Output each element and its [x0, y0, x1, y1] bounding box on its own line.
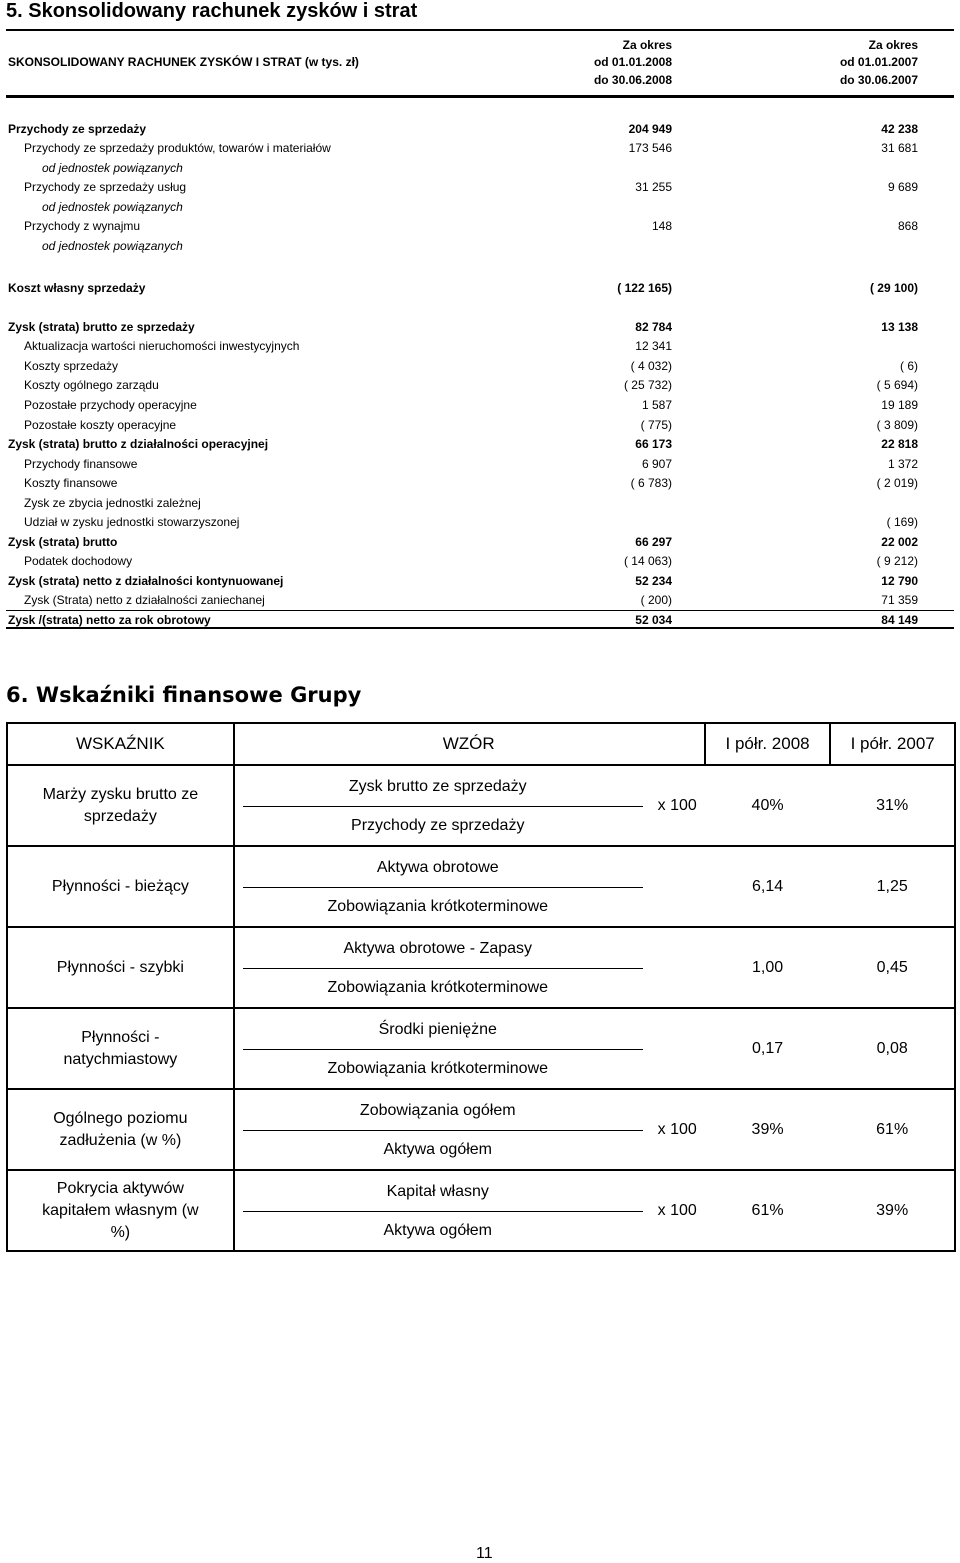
row-label: od jednostek powiązanych: [42, 239, 183, 253]
col1-header-2: od 01.01.2008: [593, 55, 672, 69]
ratio-name: Płynności - szybki: [7, 927, 234, 1008]
statement-row: [0, 359, 960, 377]
col2-header-3: do 30.06.2007: [839, 73, 918, 87]
section-title: 5. Skonsolidowany rachunek zysków i strat: [6, 0, 418, 22]
col1-header-1: Za okres: [622, 38, 672, 52]
statement-row: [0, 593, 960, 611]
row-label: Koszty finansowe: [24, 476, 118, 490]
statement-row: [0, 339, 960, 357]
row-value-2008: 148: [651, 219, 672, 233]
col1-header-3: do 30.06.2008: [593, 73, 672, 87]
header-2008: I półr. 2008: [705, 723, 831, 765]
ratio-value-2008: 61%: [705, 1170, 831, 1251]
ratio-value-2008: 1,00: [705, 927, 831, 1008]
statement-row: [0, 437, 960, 455]
ratio-row: [7, 1170, 955, 1251]
formula-numerator: Aktywa obrotowe: [376, 859, 499, 876]
row-label: Pozostałe koszty operacyjne: [24, 418, 177, 432]
row-value-2008: 6 907: [641, 457, 672, 471]
formula-multiplier: x 100: [657, 1201, 697, 1219]
ratio-value-2007: 0,08: [830, 1008, 955, 1089]
statement-row: [0, 320, 960, 338]
row-value-2007: 84 149: [881, 613, 918, 627]
ratio-row: [7, 846, 955, 927]
row-value-2008: ( 122 165): [617, 281, 672, 295]
statement-row: [0, 476, 960, 494]
row-value-2007: ( 169): [886, 515, 918, 529]
row-value-2007: ( 5 694): [876, 378, 918, 392]
fraction-line: [243, 1211, 643, 1212]
row-value-2008: 66 173: [635, 437, 672, 451]
statement-row: [0, 496, 960, 514]
formula-numerator: Zysk brutto ze sprzedaży: [348, 778, 527, 795]
row-value-2007: 22 818: [881, 437, 918, 451]
statement-row: [0, 554, 960, 572]
row-value-2007: 22 002: [881, 535, 918, 549]
row-label: od jednostek powiązanych: [42, 200, 183, 214]
fraction-line: [243, 806, 643, 807]
formula-numerator: Zobowiązania ogółem: [359, 1102, 516, 1119]
ratio-name: Płynności - bieżący: [7, 846, 234, 927]
formula-numerator: Środki pieniężne: [378, 1021, 497, 1038]
row-value-2007: 12 790: [881, 574, 918, 588]
row-value-2008: 1 587: [641, 398, 672, 412]
row-value-2007: 9 689: [887, 180, 918, 194]
row-label: Zysk (strata) brutto: [8, 535, 118, 549]
formula-denominator: Zobowiązania krótkoterminowe: [327, 1060, 549, 1077]
row-label: Zysk (strata) brutto z działalności operacyjnej: [8, 437, 269, 451]
row-value-2008: 31 255: [635, 180, 672, 194]
row-value-2007: ( 29 100): [869, 281, 918, 295]
ratio-row: [7, 927, 955, 1008]
row-value-2007: 13 138: [881, 320, 918, 334]
row-value-2007: 31 681: [881, 141, 918, 155]
ratio-formula: [234, 765, 705, 846]
row-value-2007: 19 189: [881, 398, 918, 412]
ratios-table: [6, 722, 956, 1252]
row-value-2007: ( 2 019): [876, 476, 918, 490]
statement-row: [0, 161, 960, 179]
ratio-value-2008: 0,17: [705, 1008, 831, 1089]
total-rule-top: [6, 610, 954, 611]
row-value-2007: 71 359: [881, 593, 918, 607]
row-label: Przychody ze sprzedaży: [8, 122, 147, 136]
section2-title: 6. Wskaźniki finansowe Grupy: [6, 683, 362, 707]
ratio-formula: [234, 1008, 705, 1089]
row-value-2008: 12 341: [635, 339, 672, 353]
ratio-formula: [234, 1170, 705, 1251]
statement-row: [0, 418, 960, 436]
fraction-line: [243, 1130, 643, 1131]
row-label: Koszt własny sprzedaży: [8, 281, 146, 295]
header-wzor: WZÓR: [234, 723, 705, 765]
ratio-value-2007: 0,45: [830, 927, 955, 1008]
ratio-row: [7, 1008, 955, 1089]
row-value-2007: ( 9 212): [876, 554, 918, 568]
statement-row: [0, 281, 960, 299]
statement-title: SKONSOLIDOWANY RACHUNEK ZYSKÓW I STRAT (w tys. zł): [8, 55, 359, 69]
ratio-formula: [234, 927, 705, 1008]
statement-row: [0, 200, 960, 218]
ratio-name: Marży zysku brutto ze sprzedaży: [7, 765, 234, 846]
row-label: Przychody ze sprzedaży produktów, towarów i materiałów: [24, 141, 331, 155]
fraction-line: [243, 968, 643, 969]
ratio-name: Ogólnego poziomu zadłużenia (w %): [7, 1089, 234, 1170]
header-wskaznik: WSKAŹNIK: [7, 723, 234, 765]
row-label: Zysk (Strata) netto z działalności zaniechanej: [24, 593, 265, 607]
statement-row: [0, 122, 960, 140]
total-rule-bottom: [6, 627, 954, 629]
row-label: Zysk /(strata) netto za rok obrotowy: [8, 613, 211, 627]
formula-numerator: Aktywa obrotowe - Zapasy: [343, 940, 533, 957]
row-value-2008: ( 775): [640, 418, 672, 432]
header-rule: [6, 95, 954, 98]
row-label: Przychody z wynajmu: [24, 219, 141, 233]
statement-row: [0, 515, 960, 533]
row-value-2008: ( 25 732): [623, 378, 672, 392]
statement-row: [0, 457, 960, 475]
row-value-2008: ( 6 783): [630, 476, 672, 490]
row-value-2008: ( 14 063): [623, 554, 672, 568]
row-label: Zysk (strata) brutto ze sprzedaży: [8, 320, 195, 334]
row-value-2008: 52 034: [635, 613, 672, 627]
ratio-value-2007: 31%: [830, 765, 955, 846]
fraction-line: [243, 1049, 643, 1050]
ratio-row: [7, 765, 955, 846]
statement-row: [0, 398, 960, 416]
formula-denominator: Aktywa ogółem: [383, 1141, 492, 1158]
row-label: Koszty sprzedaży: [24, 359, 119, 373]
row-value-2008: ( 4 032): [630, 359, 672, 373]
row-value-2007: 1 372: [887, 457, 918, 471]
ratios-header-row: [7, 723, 955, 765]
row-value-2007: ( 6): [900, 359, 918, 373]
row-label: Udział w zysku jednostki stowarzyszonej: [24, 515, 240, 529]
row-value-2008: 82 784: [635, 320, 672, 334]
row-label: Podatek dochodowy: [24, 554, 133, 568]
statement-row: [0, 378, 960, 396]
row-value-2008: 52 234: [635, 574, 672, 588]
ratio-value-2008: 6,14: [705, 846, 831, 927]
row-value-2007: 868: [897, 219, 918, 233]
statement-row: [0, 574, 960, 592]
row-label: Zysk (strata) netto z działalności kontynuowanej: [8, 574, 284, 588]
page-number: 11: [476, 1545, 493, 1562]
ratio-value-2008: 39%: [705, 1089, 831, 1170]
row-value-2008: 66 297: [635, 535, 672, 549]
row-label: Przychody finansowe: [24, 457, 138, 471]
statement-row: [0, 141, 960, 159]
col2-header-2: od 01.01.2007: [839, 55, 918, 69]
formula-multiplier: x 100: [657, 1120, 697, 1138]
formula-multiplier: x 100: [657, 796, 697, 814]
row-label: Przychody ze sprzedaży usług: [24, 180, 187, 194]
col2-header-1: Za okres: [868, 38, 918, 52]
row-label: Pozostałe przychody operacyjne: [24, 398, 197, 412]
row-value-2008: 173 546: [628, 141, 672, 155]
formula-numerator: Kapitał własny: [386, 1183, 489, 1200]
formula-denominator: Zobowiązania krótkoterminowe: [327, 898, 549, 915]
ratio-row: [7, 1089, 955, 1170]
header-2007: I półr. 2007: [830, 723, 955, 765]
row-label: Aktualizacja wartości nieruchomości inwestycyjnych: [24, 339, 300, 353]
ratio-value-2008: 40%: [705, 765, 831, 846]
ratio-name: Płynności - natychmiastowy: [7, 1008, 234, 1089]
formula-denominator: Aktywa ogółem: [383, 1222, 492, 1239]
ratio-value-2007: 61%: [830, 1089, 955, 1170]
ratio-formula: [234, 846, 705, 927]
row-value-2008: 204 949: [628, 122, 672, 136]
row-value-2007: ( 3 809): [876, 418, 918, 432]
formula-denominator: Zobowiązania krótkoterminowe: [327, 979, 549, 996]
ratio-value-2007: 39%: [830, 1170, 955, 1251]
row-label: Zysk ze zbycia jednostki zależnej: [24, 496, 201, 510]
row-label: Koszty ogólnego zarządu: [24, 378, 159, 392]
row-value-2008: ( 200): [640, 593, 672, 607]
top-rule: [6, 29, 954, 31]
formula-denominator: Przychody ze sprzedaży: [351, 817, 525, 834]
statement-row: [0, 535, 960, 553]
row-value-2007: 42 238: [881, 122, 918, 136]
ratio-value-2007: 1,25: [830, 846, 955, 927]
fraction-line: [243, 887, 643, 888]
statement-row: [0, 239, 960, 257]
statement-row: [0, 180, 960, 198]
ratio-formula: [234, 1089, 705, 1170]
statement-row: [0, 219, 960, 237]
row-label: od jednostek powiązanych: [42, 161, 183, 175]
ratio-name: Pokrycia aktywów kapitałem własnym (w %): [7, 1170, 234, 1251]
